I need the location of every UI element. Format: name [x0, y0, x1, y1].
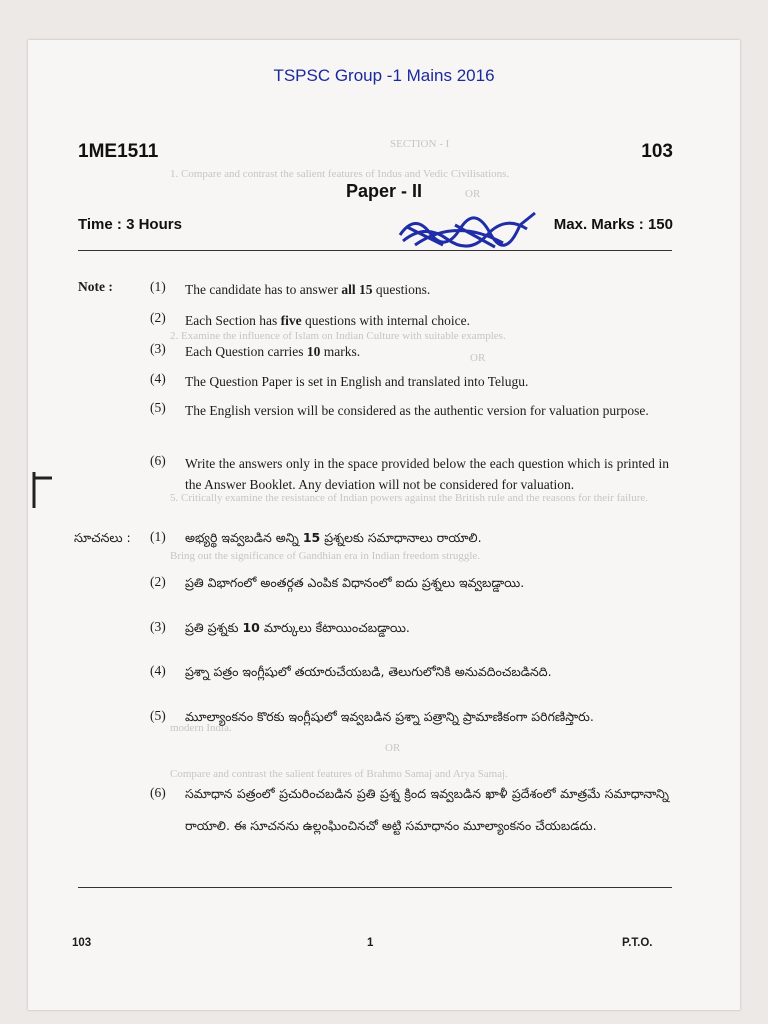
note-item-text: The Question Paper is set in English and translated into Telugu.	[185, 374, 529, 389]
note-item-text: Write the answers only in the space provided below the each question which is printed in the Answer Booklet. Any deviation will not be considered for valuation.	[185, 456, 669, 492]
telugu-item-number: (2)	[150, 574, 166, 589]
margin-tick-mark	[28, 470, 58, 510]
note-item-text: Each Question carries 10 marks.	[185, 344, 361, 359]
note-item-number: (4)	[150, 371, 166, 386]
telugu-item-text: అభ్యర్థి ఇవ్వబడిన అన్ని 15 ప్రశ్నలకు సమాధానాలు రాయాలి.	[185, 530, 482, 545]
bleed-through-text: Compare and contrast the salient features of Brahmo Samaj and Arya Samaj.	[170, 768, 508, 780]
note-item-number: (2)	[150, 310, 166, 325]
redaction-scribble	[395, 205, 545, 255]
paper-number: 103	[641, 141, 673, 162]
page-number: 1	[367, 937, 374, 949]
telugu-item-text: ప్రతి విభాగంలో అంతర్గత ఎంపిక విధానంలో ఐదు ప్రశ్నలు ఇవ్వబడ్డాయి.	[185, 575, 525, 590]
telugu-item-number: (1)	[150, 529, 166, 544]
telugu-item-text: మూల్యాంకనం కొరకు ఇంగ్లీషులో ఇవ్వబడిన ప్రశ్నా పత్రాన్ని ప్రామాణికంగా పరిగణిస్తారు.	[185, 709, 594, 724]
bleed-through-text: modern India.	[170, 722, 232, 734]
bleed-through-text: SECTION - I	[390, 138, 450, 150]
source-banner: TSPSC Group -1 Mains 2016	[273, 66, 495, 85]
please-turn-over: P.T.O.	[622, 937, 653, 949]
note-item-number: (3)	[150, 341, 166, 356]
note-item-number: (5)	[150, 400, 166, 415]
note-item-text: The candidate has to answer all 15 questions.	[185, 282, 431, 297]
bleed-through-text: 2. Examine the influence of Islam on Indian Culture with suitable examples.	[170, 330, 506, 342]
time-allowed: Time : 3 Hours	[78, 216, 182, 233]
paper-title: Paper - II	[345, 181, 423, 201]
telugu-item-text: ప్రతి ప్రశ్నకు 10 మార్కులు కేటాయించబడ్డాయి.	[185, 620, 410, 635]
paper-code: 1ME1511	[78, 141, 159, 162]
note-item-text: Each Section has five questions with internal choice.	[185, 313, 470, 328]
bleed-through-text: OR	[385, 742, 401, 754]
telugu-note-label: సూచనలు :	[74, 530, 131, 545]
bleed-through-text: Bring out the significance of Gandhian era in Indian freedom struggle.	[170, 550, 481, 562]
telugu-item-number: (4)	[150, 663, 166, 678]
bleed-through-text: OR	[470, 352, 486, 364]
note-label: Note :	[78, 279, 113, 294]
footer-divider	[78, 887, 672, 888]
telugu-item-number: (3)	[150, 619, 166, 634]
telugu-item-text: సమాధాన పత్రంలో ప్రచురించబడిన ప్రతి ప్రశ్న క్రింద ఇవ్వబడిన ఖాళీ ప్రదేశంలో మాత్రమే సమాధానాన్ని రాయాలి. ఈ సూచనను ఉల్లంఘించినచో అట్టి సమాధానం మూల్యాంకనం చేయబడదు.	[185, 786, 669, 833]
bleed-through-text: 1. Compare and contrast the salient features of Indus and Vedic Civilisations.	[170, 168, 510, 180]
note-item-number: (6)	[150, 453, 166, 468]
telugu-item-number: (5)	[150, 708, 166, 723]
bleed-through-text: OR	[465, 188, 481, 200]
max-marks: Max. Marks : 150	[553, 216, 673, 233]
bleed-through-text: 5. Critically examine the resistance of Indian powers against the British rule and the reasons for their failure.	[170, 492, 649, 504]
header-divider	[78, 250, 672, 251]
footer-paper-number: 103	[72, 937, 92, 949]
note-item-text: The English version will be considered as the authentic version for valuation purpose.	[185, 403, 649, 418]
note-item-number: (1)	[150, 279, 166, 294]
telugu-item-text: ప్రశ్నా పత్రం ఇంగ్లీషులో తయారుచేయబడి, తెలుగులోనికి అనువదించబడినది.	[185, 664, 552, 679]
telugu-item-number: (6)	[150, 785, 166, 800]
